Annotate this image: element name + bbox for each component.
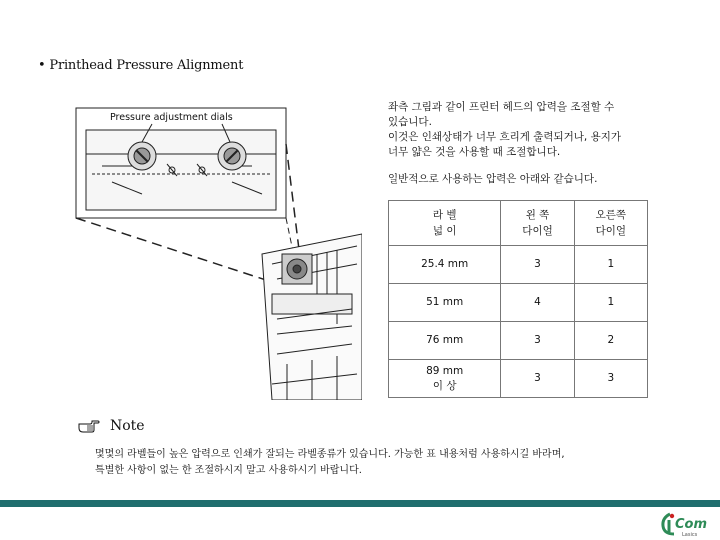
note-line: 특별한 사항이 없는 한 조절하시지 말고 사용하시기 바랍니다.	[95, 465, 362, 476]
description	[388, 100, 688, 187]
cell-left-dial: 3	[501, 360, 574, 398]
cell-label-width: 51 mm	[389, 284, 501, 322]
pressure-table	[388, 200, 648, 398]
cell-left-dial: 3	[501, 322, 574, 360]
note-heading	[78, 418, 145, 434]
header-right-dial: 오른쪽 다이얼	[574, 201, 647, 246]
note-title: Note	[110, 418, 145, 434]
table-row	[389, 360, 648, 398]
svg-text:Com: Com	[675, 517, 708, 532]
footer-bar	[0, 500, 720, 507]
cell-left-dial: 3	[501, 246, 574, 284]
svg-text:Lasics: Lasics	[682, 532, 698, 538]
note-line: 몇몇의 라벨들이 높은 압력으로 인쇄가 잘되는 라벨종류가 있습니다. 가능한 표 내용처럼 사용하시길 바라며,	[95, 449, 565, 460]
cell-left-dial: 4	[501, 284, 574, 322]
header-left-dial: 왼 쪽 다이얼	[501, 201, 574, 246]
cell-right-dial: 2	[574, 322, 647, 360]
description-line: 너무 얇은 것을 사용할 때 조절합니다.	[388, 146, 561, 158]
table-row	[389, 322, 648, 360]
cell-label-width: 25.4 mm	[389, 246, 501, 284]
page-title: • Printhead Pressure Alignment	[38, 58, 244, 73]
table-row	[389, 246, 648, 284]
cell-right-dial: 1	[574, 284, 647, 322]
cell-right-dial: 3	[574, 360, 647, 398]
printer-figure	[72, 104, 362, 400]
cell-label-width: 89 mm 이 상	[389, 360, 501, 398]
company-logo	[660, 510, 712, 538]
figure-caption: Pressure adjustment dials	[110, 112, 233, 123]
cell-label-width: 76 mm	[389, 322, 501, 360]
pointing-hand-icon	[78, 419, 100, 433]
description-line: 이것은 인쇄상태가 너무 흐리게 출력되거나, 용지가	[388, 131, 622, 143]
cell-right-dial: 1	[574, 246, 647, 284]
table-row	[389, 284, 648, 322]
note-body	[95, 447, 695, 479]
table-header-row	[389, 201, 648, 246]
header-label-width: 라 벨 넓 이	[389, 201, 501, 246]
table-intro: 일반적으로 사용하는 압력은 아래와 같습니다.	[388, 173, 598, 185]
description-line: 있습니다.	[388, 116, 432, 128]
description-line: 좌측 그림과 같이 프린터 헤드의 압력을 조절할 수	[388, 101, 615, 113]
